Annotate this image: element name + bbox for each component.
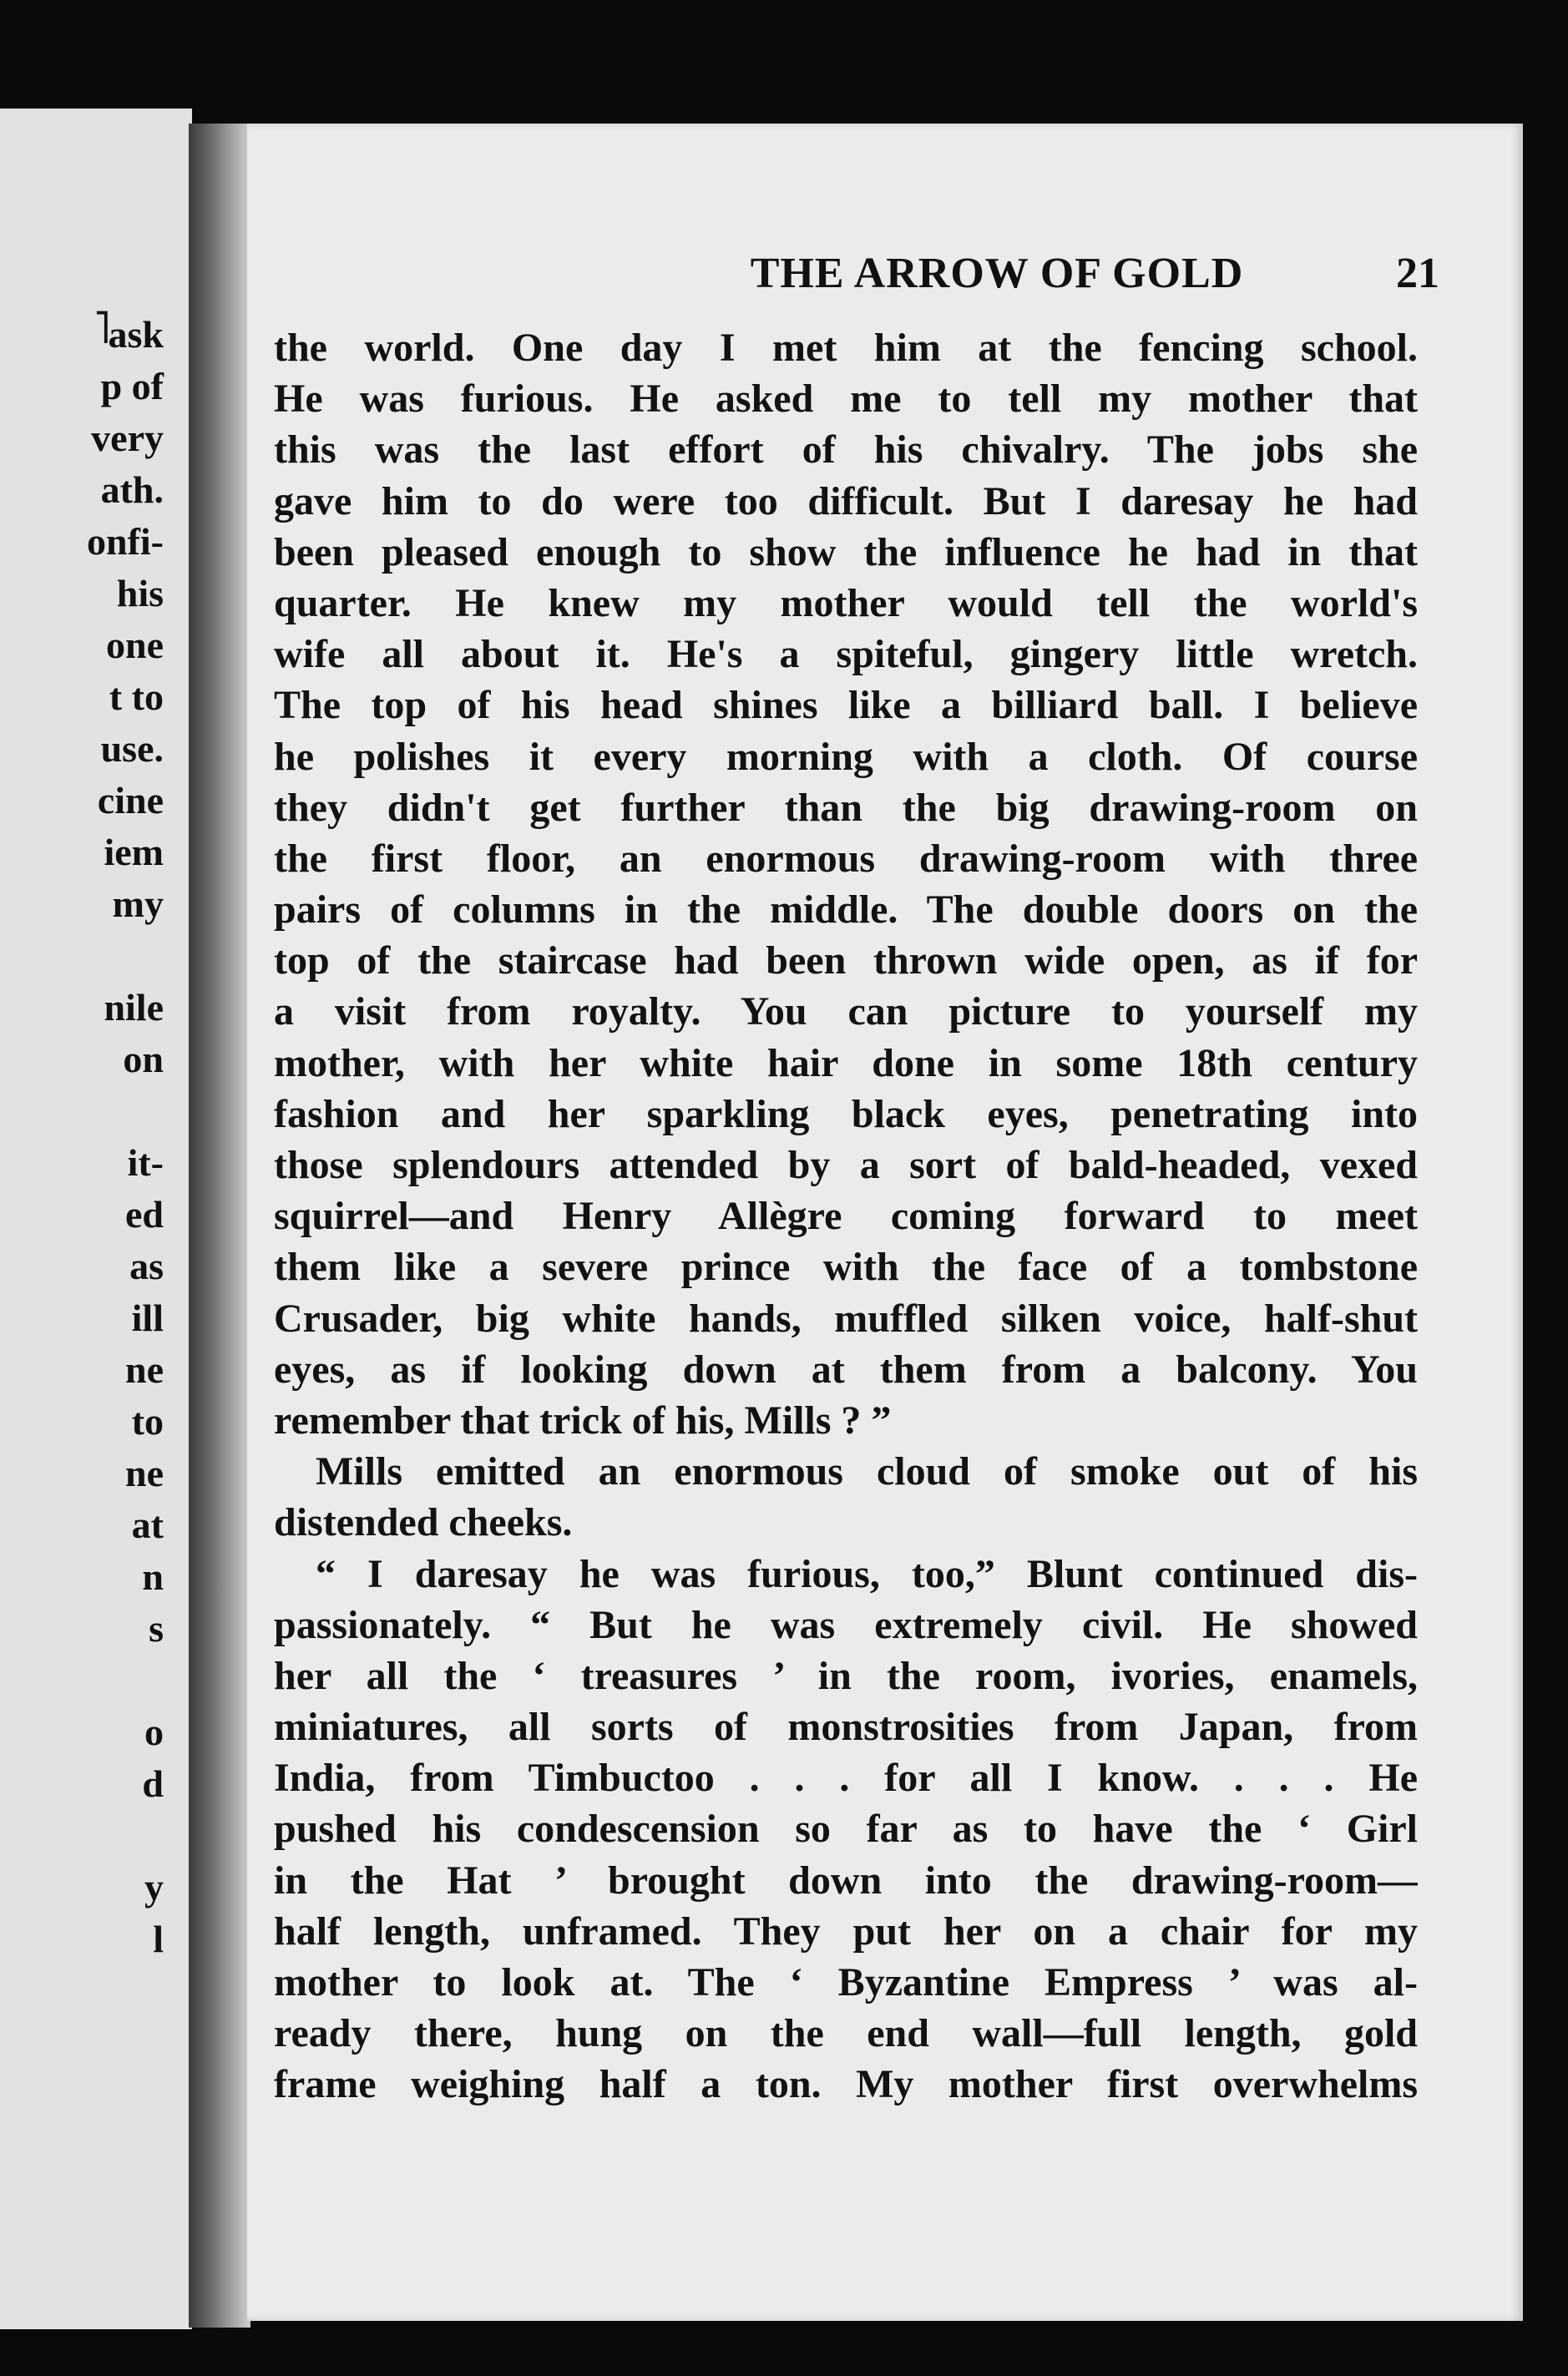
text-line: The top of his head shines like a billiard ball. I believe — [274, 683, 1418, 728]
previous-page-fragment: o — [144, 1711, 164, 1753]
previous-page-fragment: d — [142, 1762, 164, 1805]
text-line: the first floor, an enormous drawing-room with three — [274, 836, 1418, 881]
text-line: a visit from royalty. You can picture to yourself my — [274, 989, 1418, 1034]
paragraph — [274, 322, 1418, 1446]
previous-page-fragment: his — [116, 572, 164, 614]
previous-page-fragment: nile — [104, 986, 164, 1029]
previous-page-fragment: s — [149, 1607, 164, 1650]
text-line: in the Hat ’ brought down into the drawing-room— — [274, 1858, 1418, 1903]
text-line: quarter. He knew my mother would tell the world's — [274, 580, 1418, 625]
previous-page-fragment: one — [106, 624, 164, 666]
text-line: half length, unframed. They put her on a chair for my — [274, 1908, 1418, 1954]
previous-page-fragment — [87, 1085, 164, 1137]
page-number: 21 — [1396, 250, 1439, 297]
text-line: ready there, hung on the end wall—full length, gold — [274, 2011, 1418, 2056]
previous-page-fragment: onfi- — [87, 520, 164, 563]
book-page — [247, 124, 1523, 2321]
text-line: those splendours attended by a sort of bald-headed, vexed — [274, 1143, 1418, 1187]
text-line: He was furious. He asked me to tell my mother that — [274, 377, 1418, 422]
text-line: her all the ‘ treasures ’ in the room, ivories, enamels, — [274, 1653, 1418, 1698]
previous-page-fragment: n — [142, 1555, 164, 1598]
previous-page-fragment: on — [123, 1038, 164, 1080]
text-line: mother to look at. The ‘ Byzantine Empress ’ was al- — [274, 1960, 1418, 2004]
previous-page-fragment: iem — [104, 831, 164, 873]
previous-page-fragment: ill — [131, 1297, 164, 1339]
running-title: THE ARROW OF GOLD — [750, 250, 1244, 297]
text-line: remember that trick of his, Mills ? ” — [274, 1398, 892, 1443]
text-line: frame weighing half a ton. My mother first overwhelms — [274, 2062, 1418, 2107]
text-line: India, from Timbuctoo . . . for all I know. . . . He — [274, 1756, 1418, 1801]
previous-page-fragment: ne — [125, 1348, 164, 1391]
text-line: this was the last effort of his chivalry. The jobs she — [274, 427, 1418, 473]
text-line: they didn't get further than the big drawing-room on — [274, 785, 1418, 830]
text-line: fashion and her sparkling black eyes, penetrating into — [274, 1091, 1418, 1136]
text-line: eyes, as if looking down at them from a balcony. You — [274, 1347, 1418, 1392]
text-line: them like a severe prince with the face of a tombstone — [274, 1245, 1418, 1290]
previous-page-fragment: t to — [109, 675, 164, 718]
text-line: wife all about it. He's a spiteful, gingery little wretch. — [274, 632, 1418, 677]
previous-page-fragment: ed — [125, 1193, 164, 1236]
previous-page-fragment: ne — [125, 1452, 164, 1494]
text-line: miniatures, all sorts of monstrosities from Japan, from — [274, 1705, 1418, 1750]
paragraph — [274, 1446, 1418, 1548]
paragraph — [274, 1549, 1418, 2111]
previous-page-text — [87, 309, 164, 1965]
previous-page-fragment: use. — [100, 727, 164, 770]
text-line: Crusader, big white hands, muffled silken voice, half-shut — [274, 1296, 1418, 1341]
previous-page-fragment: ath. — [100, 468, 164, 511]
previous-page-fragment — [87, 1655, 164, 1706]
text-line: the world. One day I met him at the fencing school. — [274, 326, 1418, 370]
previous-page-fragment: y — [144, 1866, 164, 1908]
text-line: “ I daresay he was furious, too,” Blunt continued dis- — [316, 1551, 1418, 1596]
text-line: mother, with her white hair done in some 18th century — [274, 1040, 1418, 1085]
previous-page-fragment: p of — [100, 365, 164, 407]
text-line: been pleased enough to show the influence he had in that — [274, 529, 1418, 574]
text-line: he polishes it every morning with a cloth. Of course — [274, 734, 1418, 779]
previous-page-fragment: l — [153, 1918, 164, 1960]
text-line: pairs of columns in the middle. The double doors on the — [274, 887, 1418, 933]
text-line: squirrel—and Henry Allègre coming forward to meet — [274, 1194, 1418, 1239]
previous-page-fragment: at — [131, 1504, 164, 1546]
page-mark: ˥ — [94, 303, 111, 353]
previous-page-fragment: my — [112, 882, 164, 925]
previous-page-fragment — [87, 1810, 164, 1862]
text-line: top of the staircase had been thrown wide open, as if for — [274, 938, 1418, 983]
text-line: gave him to do were too difficult. But I daresay he had — [274, 478, 1418, 523]
body-text — [274, 322, 1418, 2111]
text-line: pushed his condescension so far as to have the ‘ Girl — [274, 1807, 1418, 1852]
text-line: passionately. “ But he was extremely civil. He showed — [274, 1602, 1418, 1647]
book-gutter — [189, 124, 250, 2328]
text-line: Mills emitted an enormous cloud of smoke out of his — [316, 1449, 1418, 1494]
previous-page-fragment: cine — [97, 779, 164, 821]
previous-page-fragment: it- — [127, 1141, 164, 1184]
text-line: distended cheeks. — [274, 1500, 573, 1545]
previous-page-fragment — [87, 930, 164, 982]
previous-page — [0, 109, 192, 2329]
previous-page-fragment: ask — [108, 313, 164, 356]
previous-page-fragment: to — [131, 1400, 164, 1443]
previous-page-fragment: very — [91, 417, 164, 459]
previous-page-fragment: as — [129, 1245, 164, 1287]
